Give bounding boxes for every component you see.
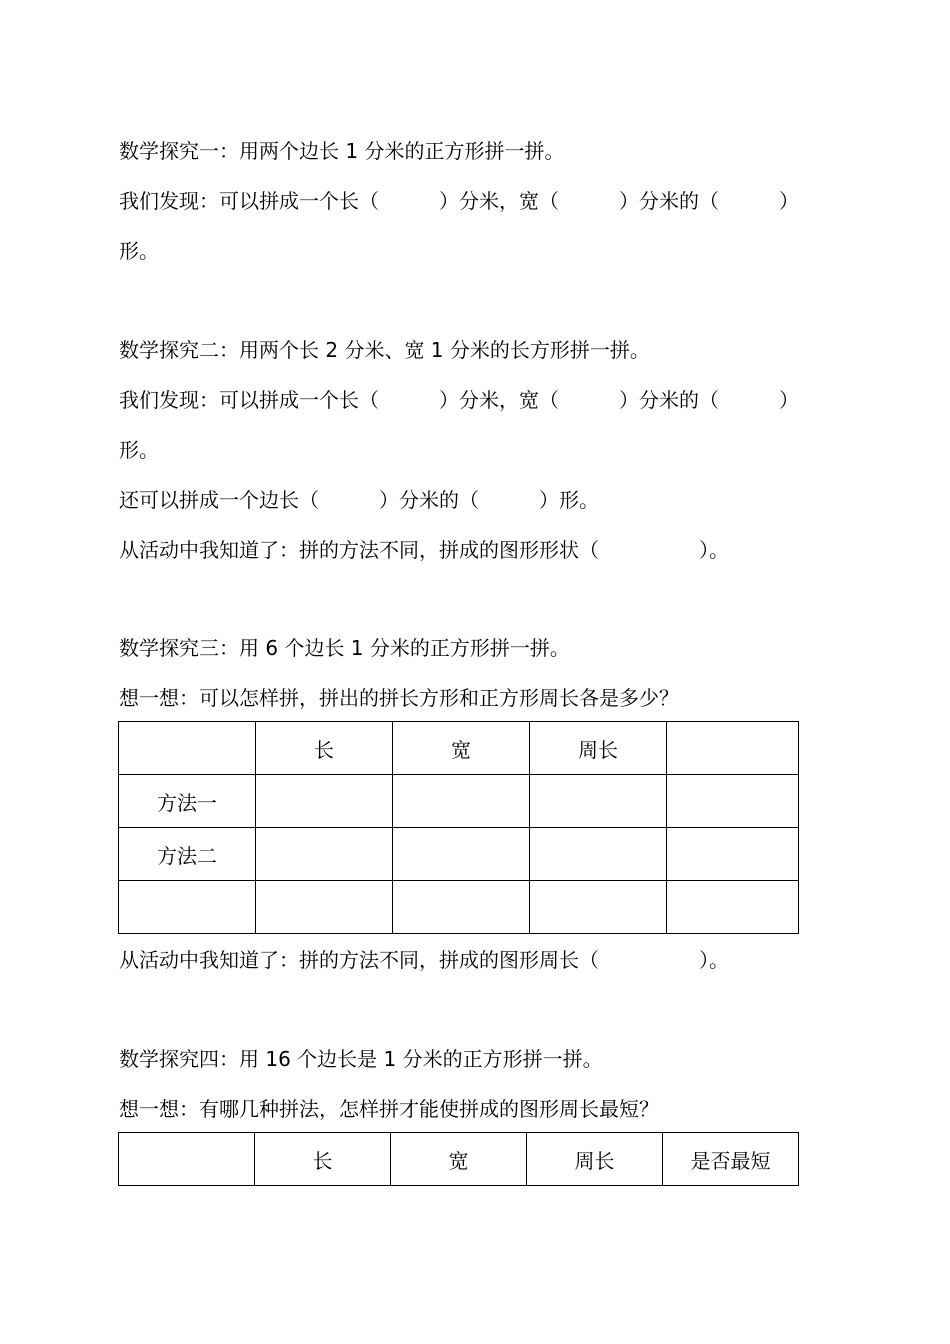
table-cell (667, 828, 799, 881)
section-1-title: 数学探究一：用两个边长 1 分米的正方形拼一拼。 (119, 139, 565, 163)
table-header-row (119, 1133, 799, 1186)
table-cell (393, 775, 530, 828)
table-header-cell (119, 1133, 255, 1186)
table-row (119, 775, 799, 828)
table-cell (393, 881, 530, 934)
table-cell (393, 828, 530, 881)
table-cell (256, 775, 393, 828)
table-header-cell: 宽 (391, 1133, 527, 1186)
table-cell (119, 881, 256, 934)
section-1-line-2: 形。 (119, 239, 159, 263)
table-header-cell (667, 722, 799, 775)
section-2-line-4: 从活动中我知道了：拼的方法不同，拼成的图形形状（ ）。 (119, 538, 729, 562)
table-cell (667, 881, 799, 934)
table-cell (667, 775, 799, 828)
section-3-table (118, 721, 799, 934)
section-2-line-2: 形。 (119, 438, 159, 462)
table-cell (256, 881, 393, 934)
table-header-cell: 长 (256, 722, 393, 775)
section-4-title: 数学探究四：用 16 个边长是 1 分米的正方形拼一拼。 (119, 1047, 603, 1071)
section-3-conclusion: 从活动中我知道了：拼的方法不同，拼成的图形周长（ ）。 (119, 948, 729, 972)
table-row (119, 828, 799, 881)
table-cell (256, 828, 393, 881)
section-1-line-1: 我们发现：可以拼成一个长（ ）分米，宽（ ）分米的（ ） (119, 189, 799, 213)
table-cell: 方法二 (119, 828, 256, 881)
table-cell (530, 828, 667, 881)
section-2-title: 数学探究二：用两个长 2 分米、宽 1 分米的长方形拼一拼。 (119, 338, 650, 362)
table-header-cell: 是否最短 (663, 1133, 799, 1186)
section-3-title: 数学探究三：用 6 个边长 1 分米的正方形拼一拼。 (119, 636, 570, 660)
section-4-table (118, 1132, 799, 1186)
table-cell (530, 775, 667, 828)
table-row (119, 881, 799, 934)
section-3-prompt: 想一想：可以怎样拼，拼出的拼长方形和正方形周长各是多少？ (119, 686, 679, 710)
table-header-row (119, 722, 799, 775)
table-header-cell: 宽 (393, 722, 530, 775)
section-4-prompt: 想一想：有哪几种拼法，怎样拼才能使拼成的图形周长最短？ (119, 1097, 659, 1121)
table-header-cell: 周长 (530, 722, 667, 775)
section-2-line-1: 我们发现：可以拼成一个长（ ）分米，宽（ ）分米的（ ） (119, 388, 799, 412)
table-cell: 方法一 (119, 775, 256, 828)
table-header-cell: 周长 (527, 1133, 663, 1186)
section-2-line-3: 还可以拼成一个边长（ ）分米的（ ）形。 (119, 488, 599, 512)
table-header-cell: 长 (255, 1133, 391, 1186)
table-cell (530, 881, 667, 934)
table-header-cell (119, 722, 256, 775)
